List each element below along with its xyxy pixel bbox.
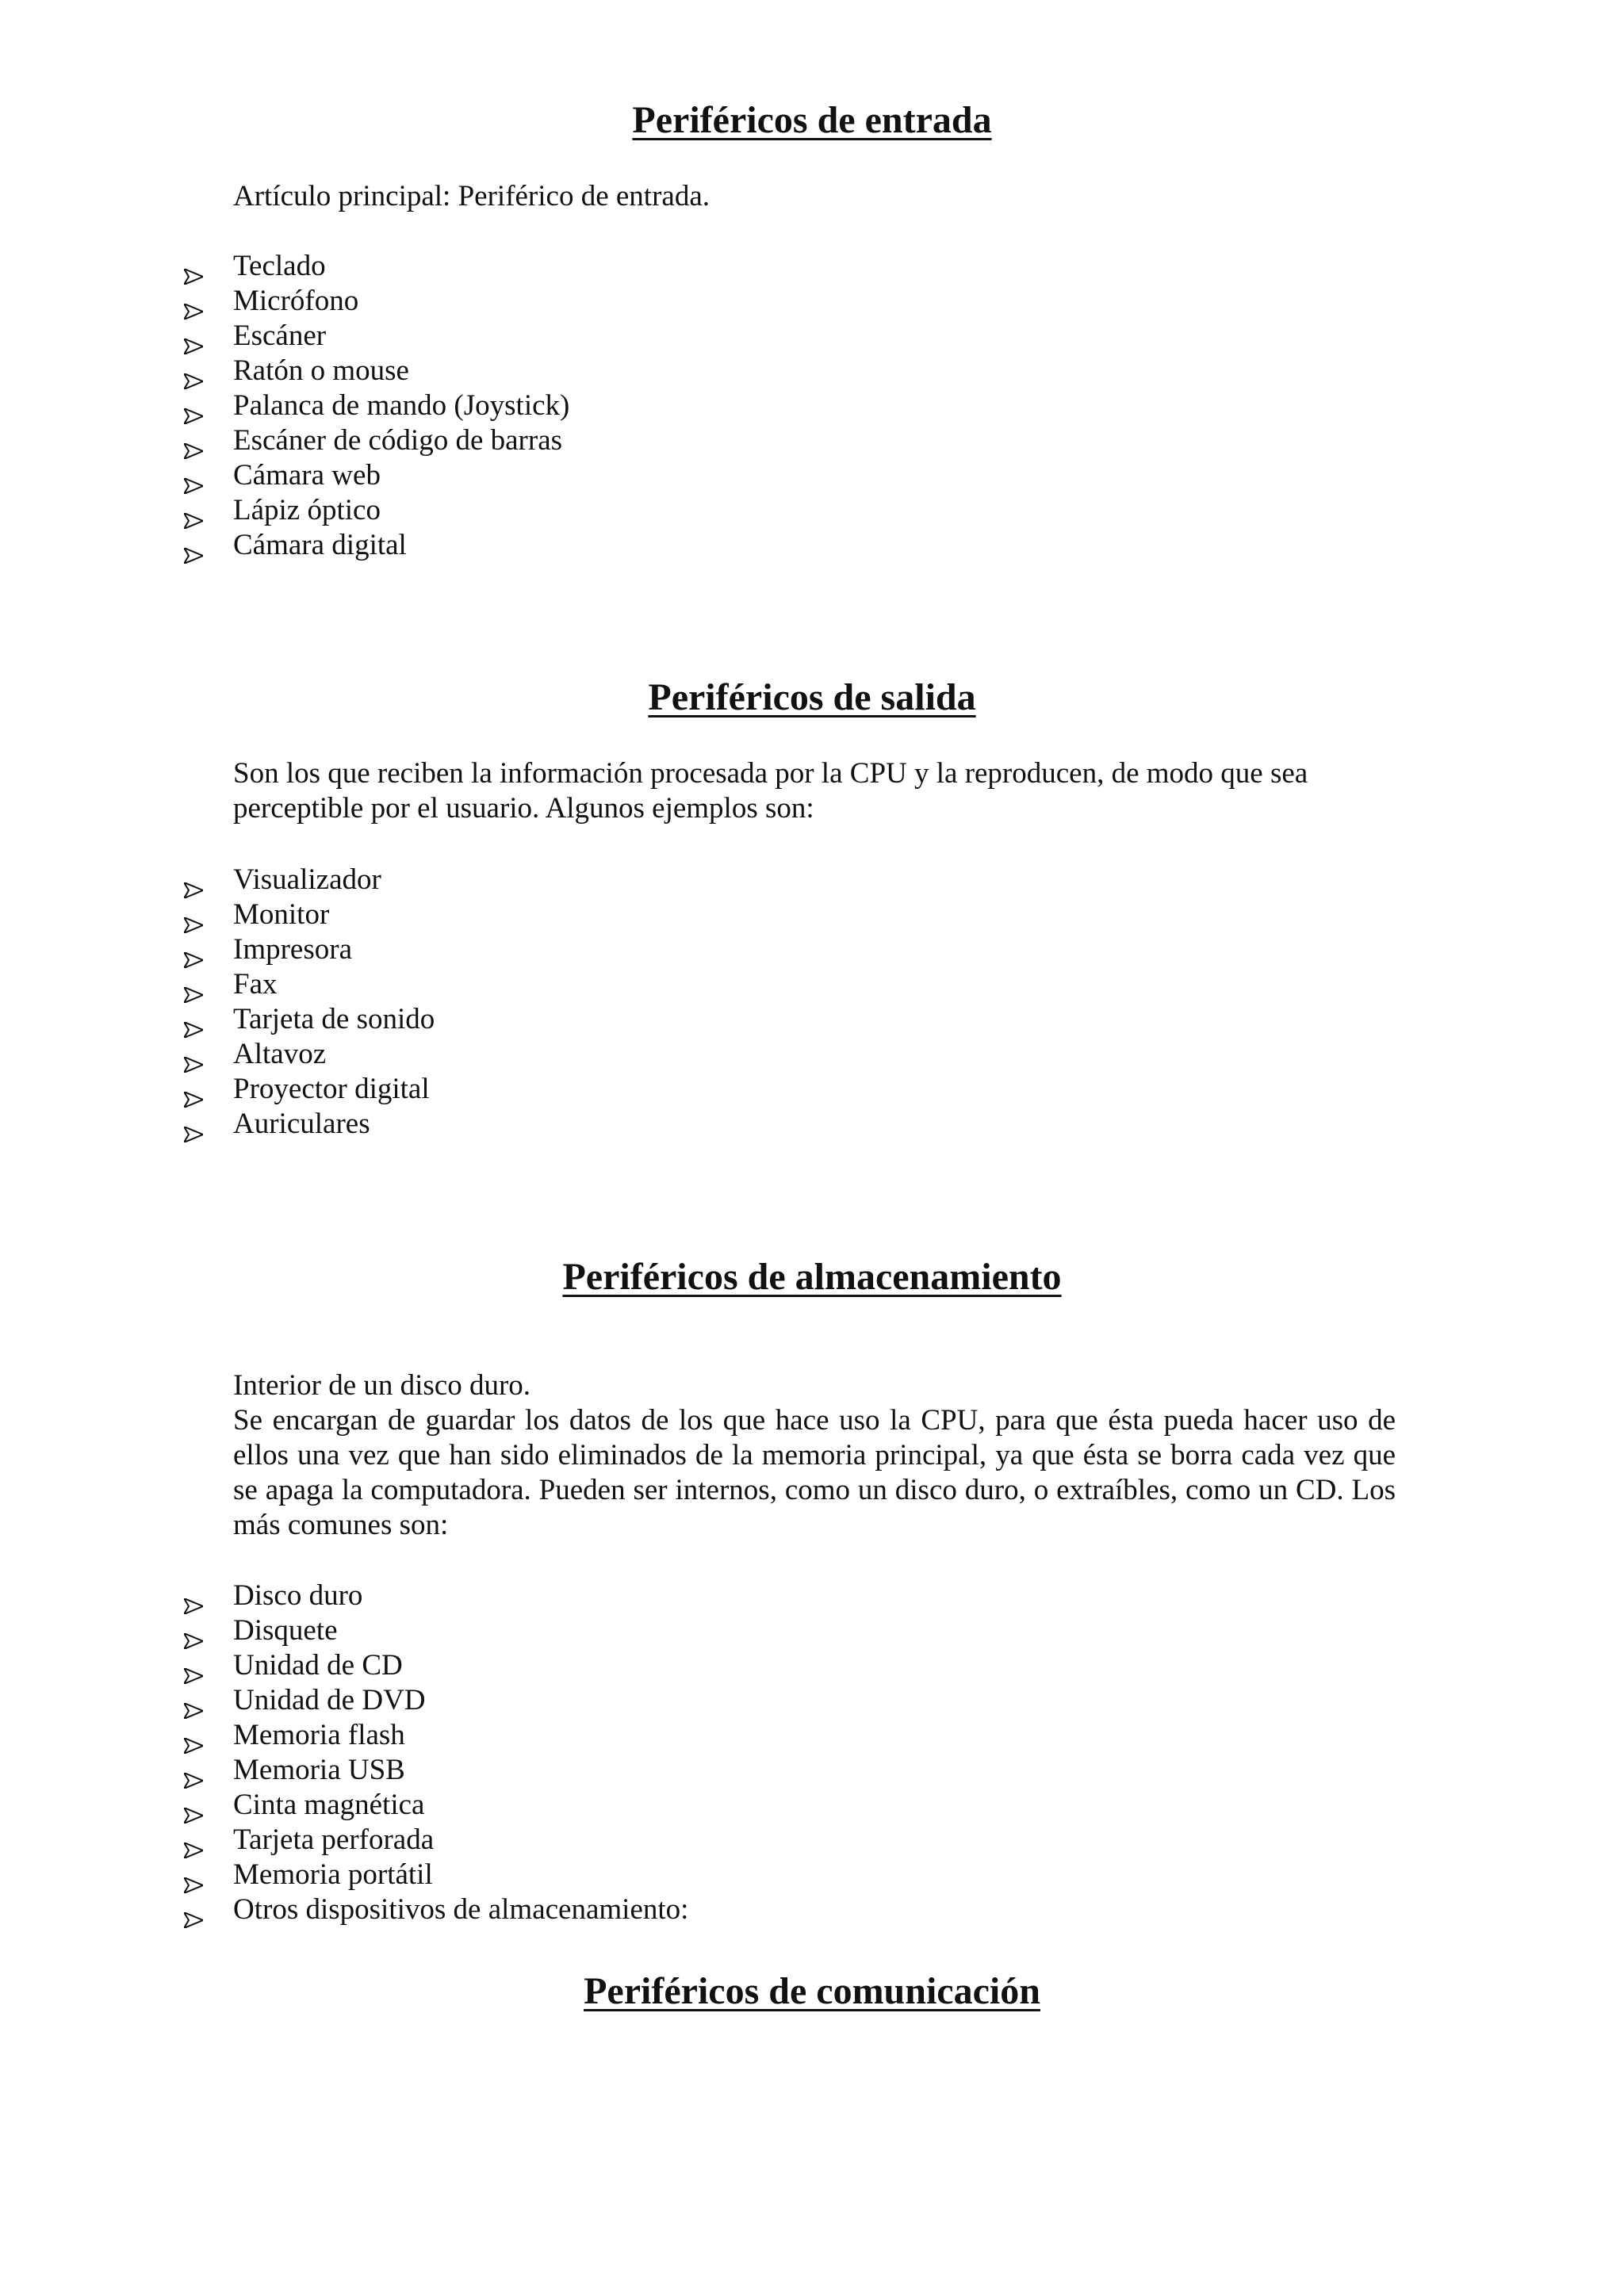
arrowhead-bullet-icon: [184, 1797, 203, 1813]
arrowhead-bullet-icon: [184, 1047, 203, 1062]
arrowhead-bullet-icon: [184, 907, 203, 923]
list-item: Monitor: [0, 897, 435, 932]
list-item: Ratón o mouse: [0, 354, 569, 388]
list-item: Palanca de mando (Joystick): [0, 388, 569, 423]
section-intro-salida: Son los que reciben la información procesada por la CPU y la reproducen, de modo que sea perceptible por el usuario. Algunos ejemplos son:: [233, 757, 1308, 825]
arrowhead-bullet-icon: [184, 258, 203, 274]
arrowhead-bullet-icon: [184, 1693, 203, 1709]
list-item: Disco duro: [0, 1578, 688, 1613]
list-item: Altavoz: [0, 1037, 435, 1072]
arrowhead-bullet-icon: [184, 363, 203, 379]
list-item: Unidad de DVD: [0, 1683, 688, 1718]
list-almacenamiento: [0, 1578, 688, 1927]
list-item: Auriculares: [0, 1107, 435, 1142]
section-intro-entrada: Artículo principal: Periférico de entrada.: [233, 180, 710, 212]
list-item: Proyector digital: [0, 1072, 435, 1107]
arrowhead-bullet-icon: [184, 538, 203, 553]
arrowhead-bullet-icon: [184, 1116, 203, 1132]
list-item: Fax: [0, 967, 435, 1002]
arrowhead-bullet-icon: [184, 468, 203, 484]
list-item: Tarjeta perforada: [0, 1823, 688, 1858]
section-heading-entrada: Periféricos de entrada: [632, 99, 992, 141]
arrowhead-bullet-icon: [184, 872, 203, 888]
list-item: Teclado: [0, 249, 569, 284]
list-item: Escáner: [0, 319, 569, 354]
arrowhead-bullet-icon: [184, 1867, 203, 1883]
section-heading-comunicacion: Periféricos de comunicación: [584, 1970, 1040, 2012]
list-item: Lápiz óptico: [0, 493, 569, 528]
arrowhead-bullet-icon: [184, 1658, 203, 1674]
arrowhead-bullet-icon: [184, 977, 203, 993]
arrowhead-bullet-icon: [184, 1588, 203, 1604]
arrowhead-bullet-icon: [184, 1081, 203, 1097]
list-item: Cámara web: [0, 458, 569, 493]
arrowhead-bullet-icon: [184, 433, 203, 449]
arrowhead-bullet-icon: [184, 1012, 203, 1027]
list-item: Cámara digital: [0, 528, 569, 563]
arrowhead-bullet-icon: [184, 1762, 203, 1778]
arrowhead-bullet-icon: [184, 328, 203, 344]
arrowhead-bullet-icon: [184, 398, 203, 414]
list-item: Tarjeta de sonido: [0, 1002, 435, 1037]
list-entrada: [0, 249, 569, 563]
list-item: Impresora: [0, 932, 435, 967]
arrowhead-bullet-icon: [184, 1832, 203, 1848]
section-heading-salida: Periféricos de salida: [648, 676, 976, 718]
list-salida: [0, 863, 435, 1142]
list-item: Escáner de código de barras: [0, 423, 569, 458]
section-intro-almacenamiento: Se encargan de guardar los datos de los que hace uso la CPU, para que ésta pueda hacer uso de ellos una vez que han sido eliminados de la memoria principal, ya que ésta se borra cada vez que se apaga la computadora. Pueden ser internos, como un disco duro, o extraíbles, como un CD. Los más comunes son:: [233, 1404, 1396, 1541]
arrowhead-bullet-icon: [184, 942, 203, 958]
list-item: Otros dispositivos de almacenamiento:: [0, 1892, 688, 1927]
section-heading-almacenamiento: Periféricos de almacenamiento: [562, 1256, 1062, 1298]
arrowhead-bullet-icon: [184, 503, 203, 519]
list-item: Memoria flash: [0, 1718, 688, 1753]
arrowhead-bullet-icon: [184, 1902, 203, 1918]
list-item: Unidad de CD: [0, 1648, 688, 1683]
list-item: Memoria portátil: [0, 1858, 688, 1892]
arrowhead-bullet-icon: [184, 1728, 203, 1743]
arrowhead-bullet-icon: [184, 293, 203, 309]
list-item: Cinta magnética: [0, 1788, 688, 1823]
arrowhead-bullet-icon: [184, 1623, 203, 1639]
list-item: Disquete: [0, 1613, 688, 1648]
list-item: Memoria USB: [0, 1753, 688, 1788]
section-caption-almacenamiento: Interior de un disco duro.: [233, 1369, 531, 1402]
list-item: Micrófono: [0, 284, 569, 319]
list-item: Visualizador: [0, 863, 435, 897]
